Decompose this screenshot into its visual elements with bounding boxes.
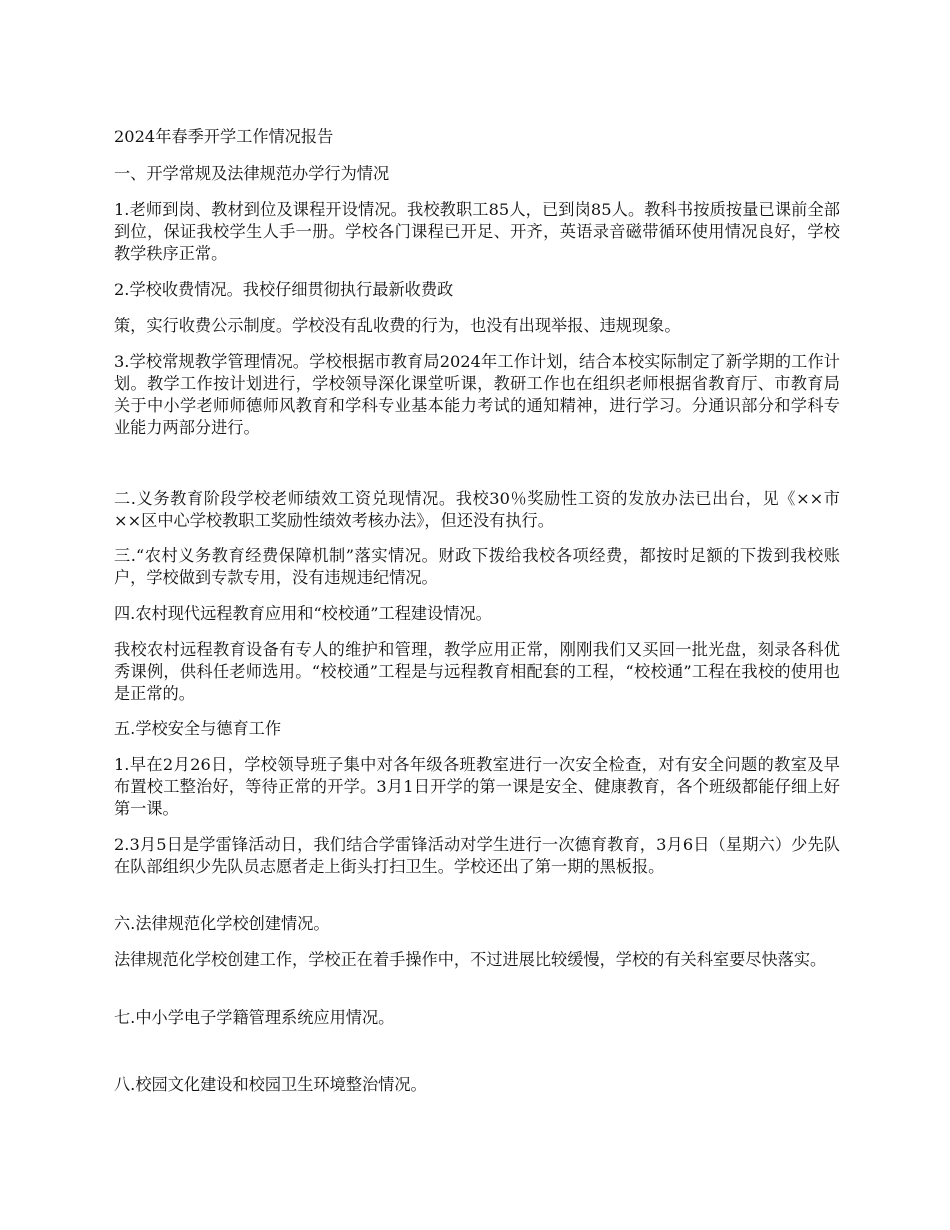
paragraph: 2.3月5日是学雷锋活动日，我们结合学雷锋活动对学生进行一次德育教育，3月6日（星期六）少先队在队部组织少先队员志愿者走上街头打扫卫生。学校还出了第一期的黑板报。 xyxy=(114,835,840,876)
section-heading-3: 三.“农村义务教育经费保障机制”落实情况。财政下拨给我校各项经费，都按时足额的下拨到我校账户，学校做到专款专用，没有违规违纪情况。 xyxy=(114,546,840,587)
paragraph: 法律规范化学校创建工作，学校正在着手操作中，不过进展比较缓慢，学校的有关科室要尽快落实。 xyxy=(114,950,827,969)
section-heading-2: 二.义务教育阶段学校老师绩效工资兑现情况。我校30％奖励性工资的发放办法已出台，见《××市××区中心学校教职工奖励性绩效考核办法》，但还没有执行。 xyxy=(114,489,840,530)
paragraph: 策，实行收费公示制度。学校没有乱收费的行为，也没有出现举报、违规现象。 xyxy=(114,316,681,335)
section-heading-1: 一、开学常规及法律规范办学行为情况 xyxy=(114,164,390,183)
section-heading-4: 四.农村现代远程教育应用和“校校通”工程建设情况。 xyxy=(114,604,492,623)
section-heading-7: 七.中小学电子学籍管理系统应用情况。 xyxy=(114,1008,395,1027)
document-title: 2024年春季开学工作情况报告 xyxy=(114,127,334,146)
paragraph: 1.早在2月26日，学校领导班子集中对各年级各班教室进行一次安全检查，对有安全问题的教室及早布置校工整治好，等待正常的开学。3月1日开学的第一课是安全、健康教育，各个班级都能仔细上好第一课。 xyxy=(114,755,840,818)
section-heading-8: 八.校园文化建设和校园卫生环境整治情况。 xyxy=(114,1075,427,1094)
section-heading-6: 六.法律规范化学校创建情况。 xyxy=(114,914,330,933)
paragraph: 2.学校收费情况。我校仔细贯彻执行最新收费政 xyxy=(114,280,454,299)
paragraph: 3.学校常规教学管理情况。学校根据市教育局2024年工作计划，结合本校实际制定了新学期的工作计划。教学工作按计划进行，学校领导深化课堂听课，教研工作也在组织老师根据省教育厅、市教育局关于中小学老师师德师风教育和学科专业基本能力考试的通知精神，进行学习。分通识部分和学科专业能力两部分进行。 xyxy=(114,352,840,437)
paragraph: 1.老师到岗、教材到位及课程开设情况。我校教职工85人，已到岗85人。教科书按质按量已课前全部到位，保证我校学生人手一册。学校各门课程已开足、开齐，英语录音磁带循环使用情况良好，学校教学秩序正常。 xyxy=(114,200,840,263)
paragraph: 我校农村远程教育设备有专人的维护和管理，教学应用正常，刚刚我们又买回一批光盘，刻录各科优秀课例，供科任老师选用。“校校通”工程是与远程教育相配套的工程，“校校通”工程在我校的使用也是正常的。 xyxy=(114,640,840,703)
section-heading-5: 五.学校安全与德育工作 xyxy=(114,719,282,738)
